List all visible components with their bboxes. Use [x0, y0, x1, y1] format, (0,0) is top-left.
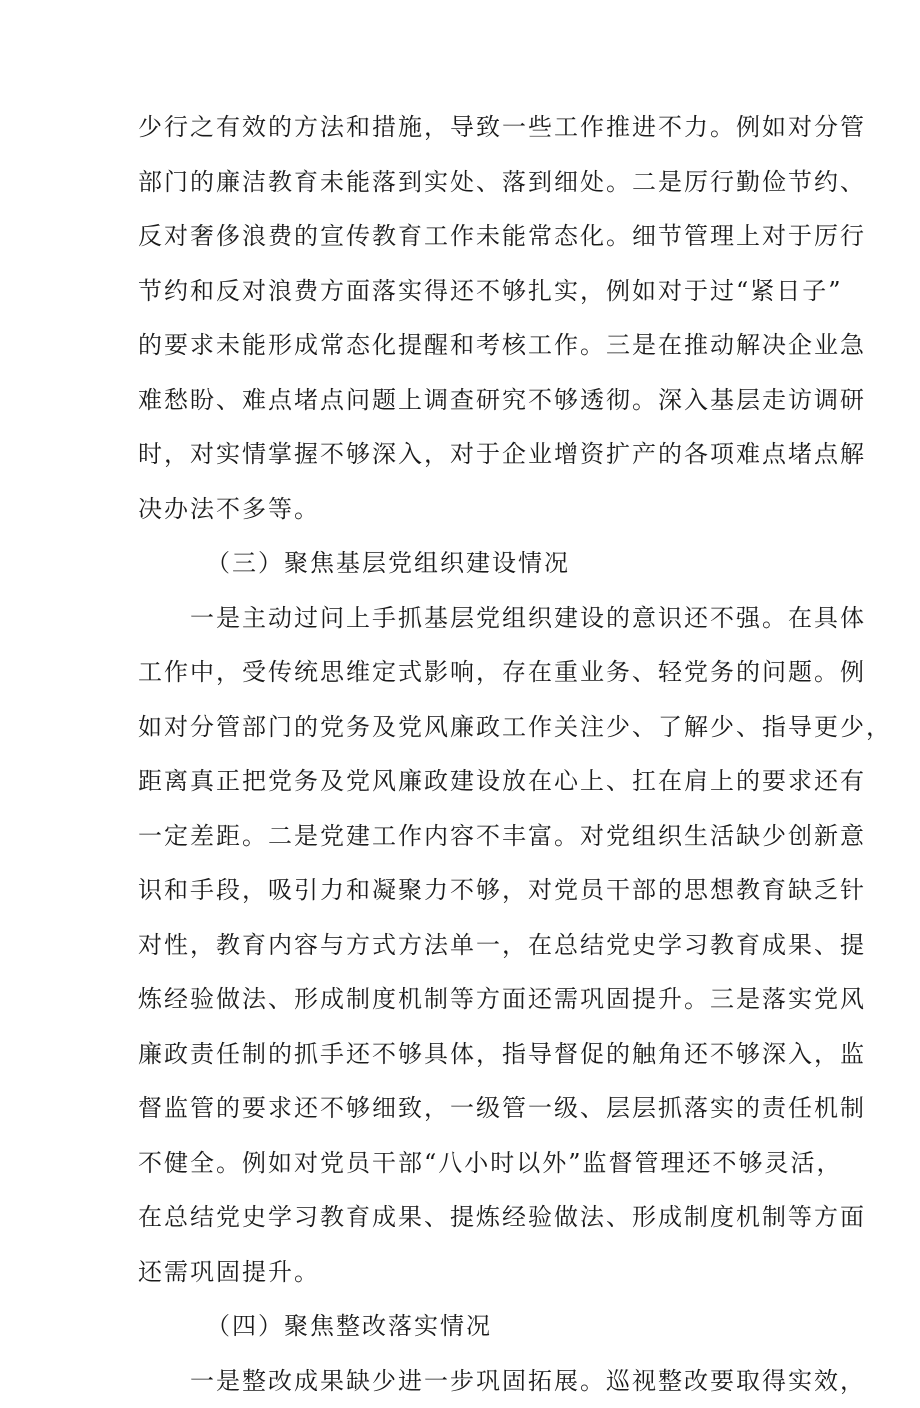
paragraph	[138, 100, 790, 536]
text-line: 不健全。例如对党员干部“八小时以外”监督管理还不够灵活，	[138, 1136, 790, 1191]
heading-text: （四）聚焦整改落实情况	[138, 1299, 790, 1354]
text-line: 一是整改成果缺少进一步巩固拓展。巡视整改要取得实效，	[138, 1354, 790, 1408]
text-line: 督监管的要求还不够细致，一级管一级、层层抓落实的责任机制	[138, 1081, 790, 1136]
heading-text: （三）聚焦基层党组织建设情况	[138, 536, 790, 591]
text-line: 炼经验做法、形成制度机制等方面还需巩固提升。三是落实党风	[138, 972, 790, 1027]
paragraph	[138, 1354, 790, 1408]
text-line: 少行之有效的方法和措施，导致一些工作推进不力。例如对分管	[138, 100, 790, 155]
text-line: 决办法不多等。	[138, 482, 790, 537]
text-line: 在总结党史学习教育成果、提炼经验做法、形成制度机制等方面	[138, 1190, 790, 1245]
text-line: 还需巩固提升。	[138, 1245, 790, 1300]
text-line: 部门的廉洁教育未能落到实处、落到细处。二是厉行勤俭节约、	[138, 155, 790, 210]
text-line: 一定差距。二是党建工作内容不丰富。对党组织生活缺少创新意	[138, 809, 790, 864]
text-line: 距离真正把党务及党风廉政建设放在心上、扛在肩上的要求还有	[138, 754, 790, 809]
document-body	[138, 100, 790, 1408]
paragraph	[138, 591, 790, 1300]
text-line: 如对分管部门的党务及党风廉政工作关注少、了解少、指导更少，	[138, 700, 790, 755]
text-line: 识和手段，吸引力和凝聚力不够，对党员干部的思想教育缺乏针	[138, 863, 790, 918]
text-line: 难愁盼、难点堵点问题上调查研究不够透彻。深入基层走访调研	[138, 373, 790, 428]
section-heading-3	[138, 536, 790, 591]
text-line: 节约和反对浪费方面落实得还不够扎实，例如对于过“紧日子”	[138, 264, 790, 319]
text-line: 对性，教育内容与方式方法单一，在总结党史学习教育成果、提	[138, 918, 790, 973]
text-line: 一是主动过问上手抓基层党组织建设的意识还不强。在具体	[138, 591, 790, 646]
text-line: 时，对实情掌握不够深入，对于企业增资扩产的各项难点堵点解	[138, 427, 790, 482]
text-line: 的要求未能形成常态化提醒和考核工作。三是在推动解决企业急	[138, 318, 790, 373]
text-line: 工作中，受传统思维定式影响，存在重业务、轻党务的问题。例	[138, 645, 790, 700]
text-line: 反对奢侈浪费的宣传教育工作未能常态化。细节管理上对于厉行	[138, 209, 790, 264]
section-heading-4	[138, 1299, 790, 1354]
text-line: 廉政责任制的抓手还不够具体，指导督促的触角还不够深入，监	[138, 1027, 790, 1082]
